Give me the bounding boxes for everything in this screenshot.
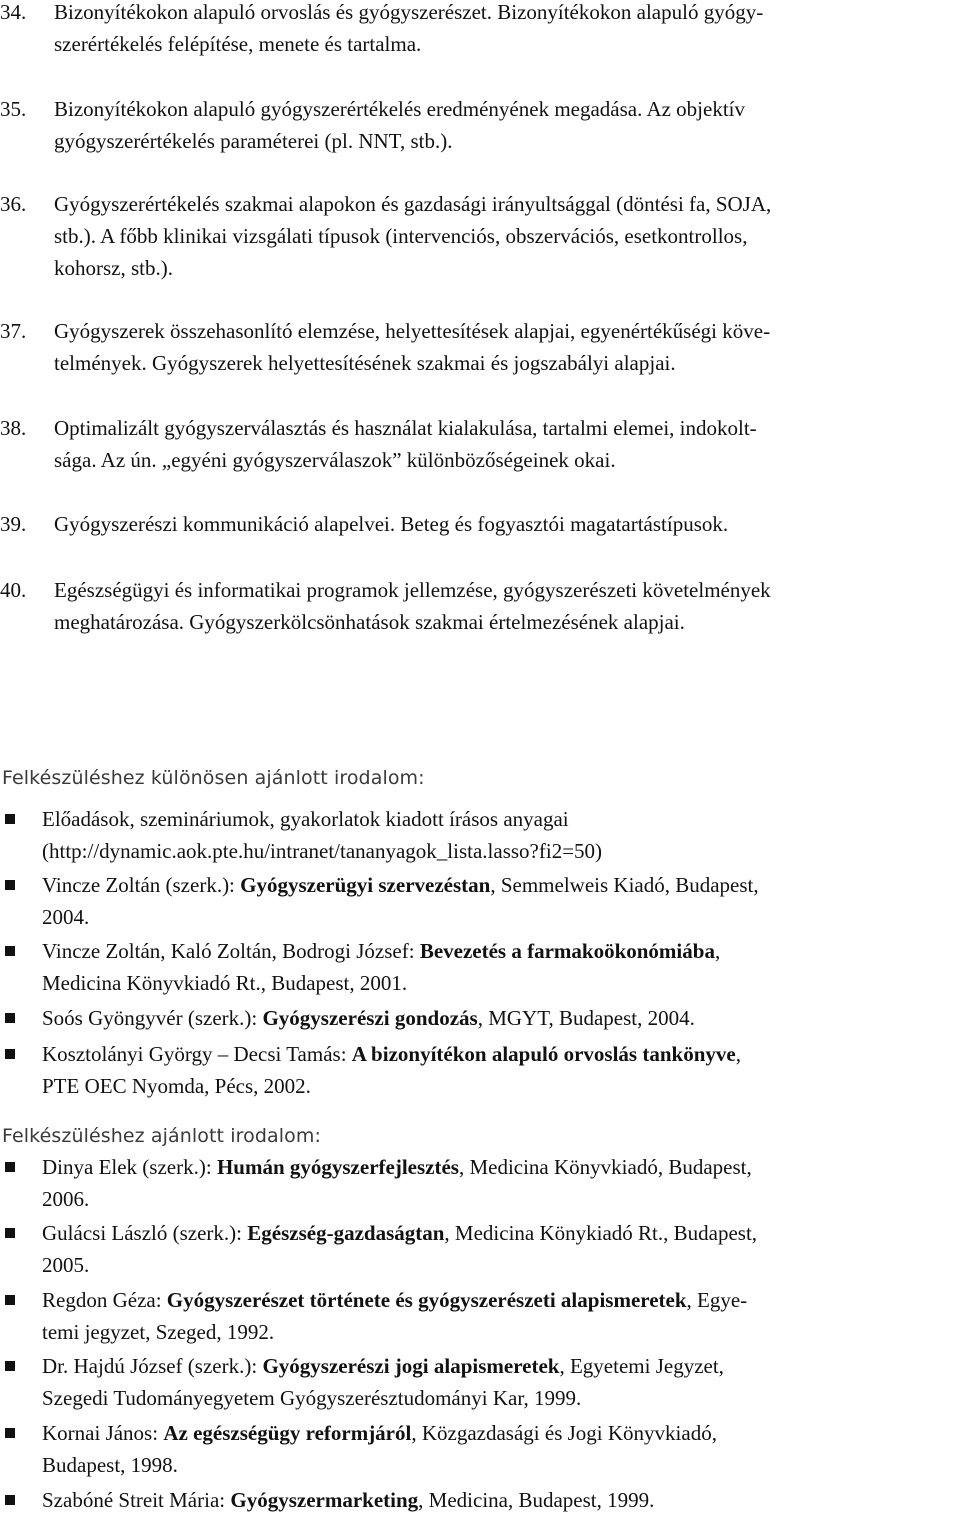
reference-cont: Szegedi Tudományegyetem Gyógyszerésztudományi Kar, 1999. [42, 1386, 582, 1410]
topic-text: Gyógyszerek összehasonlító elemzése, helyettesítések alapjai, egyenértékűségi köve- [54, 319, 771, 343]
reference-author: Kornai János: [42, 1421, 164, 1445]
square-bullet-icon [5, 1295, 15, 1305]
reference-title: Az egészségügy reformjáról [163, 1421, 412, 1445]
reference-publisher: , Medicina Könykiadó Rt., Budapest, [444, 1221, 758, 1245]
square-bullet-icon [5, 880, 15, 890]
reference-author: Dinya Elek (szerk.): [42, 1155, 217, 1179]
square-bullet-icon [5, 1049, 15, 1059]
reference-title: Egészség-gazdaságtan [247, 1221, 445, 1245]
topic-40 [0, 574, 956, 638]
reference-cont: Medicina Könyvkiadó Rt., Budapest, 2001. [42, 971, 408, 995]
reference-title: Gyógyszermarketing [230, 1488, 419, 1512]
reference-title: A bizonyítékon alapuló orvoslás tankönyve [351, 1042, 736, 1066]
topic-number: 40. [0, 578, 27, 602]
topic-number: 37. [0, 319, 27, 343]
topic-38 [0, 412, 956, 476]
reference-title: Bevezetés a farmakoökonómiába [419, 939, 715, 963]
reference-author: Dr. Hajdú József (szerk.): [42, 1354, 263, 1378]
reference-cont: Budapest, 1998. [42, 1453, 178, 1477]
reference-cont: (http://dynamic.aok.pte.hu/intranet/tananyagok_lista.lasso?fi2=50) [42, 839, 603, 863]
reference-author: Kosztolányi György – Decsi Tamás: [42, 1042, 352, 1066]
square-bullet-icon [5, 1013, 15, 1023]
topic-text: Bizonyítékokon alapuló orvoslás és gyógyszerészet. Bizonyítékokon alapuló gyógy- [54, 0, 764, 24]
reference-publisher: , Közgazdasági és Jogi Könyvkiadó, [411, 1421, 717, 1445]
reference-author: Soós Gyöngyvér (szerk.): [42, 1006, 263, 1030]
reference-cont: 2006. [42, 1187, 90, 1211]
reference-publisher: , Medicina, Budapest, 1999. [418, 1488, 655, 1512]
reference-publisher: , Egyetemi Jegyzet, [559, 1354, 724, 1378]
reference-title: Gyógyszerügyi szervezéstan [240, 873, 491, 897]
reference-author: Vincze Zoltán (szerk.): [42, 873, 241, 897]
topic-number: 34. [0, 0, 27, 24]
square-bullet-icon [5, 1228, 15, 1238]
topic-text-cont: telmények. Gyógyszerek helyettesítésének szakmai és jogszabályi alapjai. [54, 351, 676, 375]
topic-text-cont: kohorsz, stb.). [54, 256, 173, 280]
section-heading: Felkészüléshez ajánlott irodalom: [2, 1125, 321, 1147]
reference-title: Humán gyógyszerfejlesztés [216, 1155, 459, 1179]
reference-publisher: , Egye- [686, 1288, 748, 1312]
topic-number: 38. [0, 416, 27, 440]
section-heading: Felkészüléshez különösen ajánlott irodalom: [2, 767, 425, 789]
square-bullet-icon [5, 1361, 15, 1371]
reference-cont: temi jegyzet, Szeged, 1992. [42, 1320, 275, 1344]
topic-text-cont: sága. Az ún. „egyéni gyógyszerválaszok” különbözőségeinek okai. [54, 448, 616, 472]
topic-text: Gyógyszerészi kommunikáció alapelvei. Beteg és fogyasztói magatartástípusok. [54, 512, 729, 536]
reference-publisher: , Semmelweis Kiadó, Budapest, [490, 873, 759, 897]
reference-author: Vincze Zoltán, Kaló Zoltán, Bodrogi József: [42, 939, 420, 963]
topic-number: 35. [0, 97, 27, 121]
topic-34 [0, 0, 956, 60]
topic-39 [0, 508, 956, 540]
reference-publisher: , [714, 939, 721, 963]
topic-text-cont: szerértékelés felépítése, menete és tartalma. [54, 32, 422, 56]
topic-text-cont: meghatározása. Gyógyszerkölcsönhatások szakmai értelmezésének alapjai. [54, 610, 685, 634]
square-bullet-icon [5, 814, 15, 824]
topic-36 [0, 188, 956, 284]
reference-cont: PTE OEC Nyomda, Pécs, 2002. [42, 1074, 311, 1098]
reference-title: Gyógyszerészi gondozás [262, 1006, 478, 1030]
reference-title: Gyógyszerészet története és gyógyszerészeti alapismeretek [166, 1288, 687, 1312]
square-bullet-icon [5, 1495, 15, 1505]
topic-35 [0, 93, 956, 157]
reference-cont: 2004. [42, 905, 90, 929]
topic-text-cont: stb.). A főbb klinikai vizsgálati típusok (intervenciós, obszervációs, esetkontrollos, [54, 224, 748, 248]
topic-number: 36. [0, 192, 27, 216]
topic-text: Bizonyítékokon alapuló gyógyszerértékelés eredményének megadása. Az objektív [54, 97, 746, 121]
topic-text: Optimalizált gyógyszerválasztás és használat kialakulása, tartalmi elemei, indokolt- [54, 416, 757, 440]
reference-author: Regdon Géza: [42, 1288, 167, 1312]
square-bullet-icon [5, 946, 15, 956]
topic-text-cont: gyógyszerértékelés paraméterei (pl. NNT, stb.). [54, 129, 453, 153]
topic-37 [0, 315, 956, 379]
reference-publisher: , [735, 1042, 741, 1066]
square-bullet-icon [5, 1428, 15, 1438]
reference-author: Szabóné Streit Mária: [42, 1488, 231, 1512]
reference-author: Előadások, szemináriumok, gyakorlatok kiadott írásos anyagai [42, 807, 569, 831]
reference-publisher: , Medicina Könyvkiadó, Budapest, [458, 1155, 752, 1179]
topic-text: Egészségügyi és informatikai programok jellemzése, gyógyszerészeti követelmények [54, 578, 771, 602]
reference-author: Gulácsi László (szerk.): [42, 1221, 248, 1245]
topic-number: 39. [0, 512, 27, 536]
square-bullet-icon [5, 1162, 15, 1172]
topic-text: Gyógyszerértékelés szakmai alapokon és gazdasági irányultsággal (döntési fa, SOJA, [54, 192, 772, 216]
reference-title: Gyógyszerészi jogi alapismeretek [262, 1354, 560, 1378]
reference-publisher: , MGYT, Budapest, 2004. [477, 1006, 695, 1030]
reference-cont: 2005. [42, 1253, 90, 1277]
